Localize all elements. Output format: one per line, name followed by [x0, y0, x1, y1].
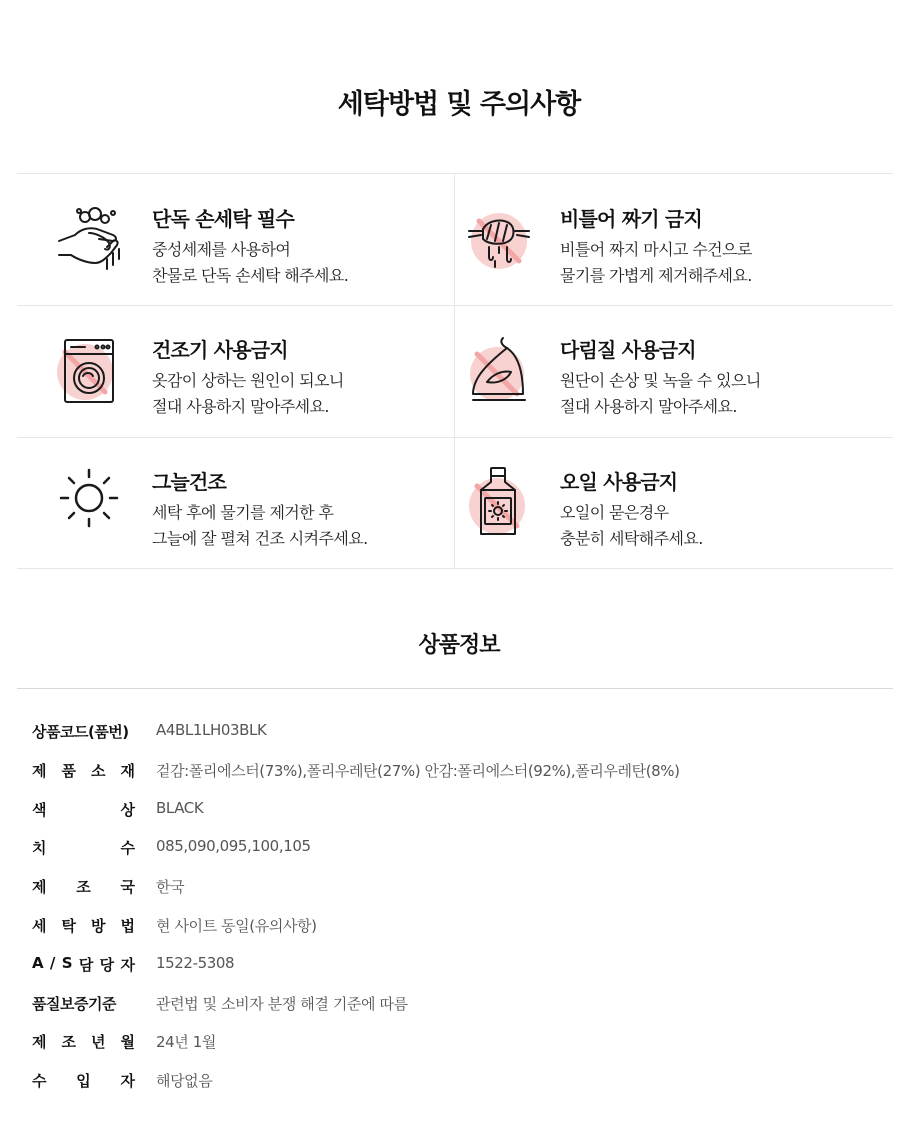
care-item-desc-line: 원단이 손상 및 녹을 수 있으니: [560, 371, 761, 390]
product-info-label: 상품코드(품번): [32, 723, 129, 741]
no-wring-icon: [463, 203, 535, 275]
product-info-value: 한국: [156, 878, 185, 897]
product-info-row: [32, 993, 892, 1032]
care-item-no-iron: [0, 304, 918, 435]
care-item-desc-line: 중성세제를 사용하여: [152, 240, 291, 259]
product-info-label: 색 상: [32, 800, 135, 819]
product-info-row: [32, 799, 892, 838]
care-item-desc-line: 물기를 가볍게 제거해주세요.: [560, 266, 752, 285]
product-info-row: [32, 915, 892, 954]
care-item-title: 단독 손세탁 필수: [152, 207, 294, 231]
care-item-desc-line: 절대 사용하지 말아주세요.: [560, 397, 737, 416]
care-section-title: 세탁방법 및 주의사항: [337, 89, 581, 120]
care-item-title: 오일 사용금지: [560, 470, 678, 494]
no-iron-icon: [463, 334, 535, 406]
product-info-value: 24년 1월: [156, 1033, 216, 1052]
care-item-desc-line: 충분히 세탁해주세요.: [560, 529, 703, 548]
product-info-label: 제 품 소 재: [32, 761, 135, 780]
care-item-no-oil: [0, 436, 918, 567]
product-info-value: A4BL1LH03BLK: [156, 721, 267, 739]
care-item-title: 다림질 사용금지: [560, 338, 696, 362]
product-info-label: 제 조 국: [32, 878, 135, 897]
product-info-value: 관련법 및 소비자 분쟁 해결 기준에 따름: [156, 994, 408, 1013]
product-info-title: 상품정보: [418, 633, 500, 658]
product-info-value: 1522-5308: [156, 953, 235, 972]
care-item-desc: [560, 500, 703, 552]
care-item-desc-line: 비틀어 짜지 마시고 수건으로: [560, 240, 752, 259]
product-info-table: [32, 721, 892, 1109]
care-item-desc-line: 세탁 후에 물기를 제거한 후: [152, 503, 334, 522]
product-info-value: 085,090,095,100,105: [156, 837, 311, 856]
product-info-label: 치 수: [32, 839, 135, 858]
care-item-desc-line: 절대 사용하지 말아주세요.: [152, 397, 329, 416]
product-info-divider: [17, 688, 893, 689]
product-info-row: [32, 721, 892, 760]
care-item-desc-line: 오일이 묻은경우: [560, 503, 669, 522]
product-info-label: 세 탁 방 법: [32, 916, 135, 935]
care-item-title: 비틀어 짜기 금지: [560, 207, 702, 231]
product-info-row: [32, 1031, 892, 1070]
product-info-label: 품질보증기준: [32, 994, 116, 1013]
product-info-value: 겉감:폴리에스터(73%),폴리우레탄(27%) 안감:폴리에스터(92%),폴리우레탄(8%): [156, 761, 680, 780]
product-info-row: [32, 760, 892, 799]
care-item-desc-line: 옷감이 상하는 원인이 되오니: [152, 371, 344, 390]
product-info-value: 현 사이트 동일(유의사항): [156, 916, 317, 935]
product-info-row: [32, 954, 892, 993]
product-info-row: [32, 837, 892, 876]
care-item-desc-line: 그늘에 잘 펼쳐 건조 시켜주세요.: [152, 529, 368, 548]
care-item-desc: [560, 368, 761, 420]
care-item-desc-line: 찬물로 단독 손세탁 해주세요.: [152, 266, 349, 285]
product-info-value: 해당없음: [156, 1072, 213, 1091]
product-info-label: A / S 담 당 자: [32, 953, 135, 974]
product-info-label: 제 조 년 월: [32, 1033, 135, 1052]
product-info-row: [32, 876, 892, 915]
care-item-desc: [560, 237, 752, 289]
product-info-label: 수 입 자: [32, 1072, 135, 1091]
no-oil-icon: [463, 466, 535, 538]
care-item-title: 건조기 사용금지: [152, 338, 288, 362]
product-info-row: [32, 1070, 892, 1109]
care-item-no-wring: [0, 173, 918, 304]
care-item-title: 그늘건조: [152, 470, 227, 494]
product-info-value: BLACK: [156, 798, 204, 817]
